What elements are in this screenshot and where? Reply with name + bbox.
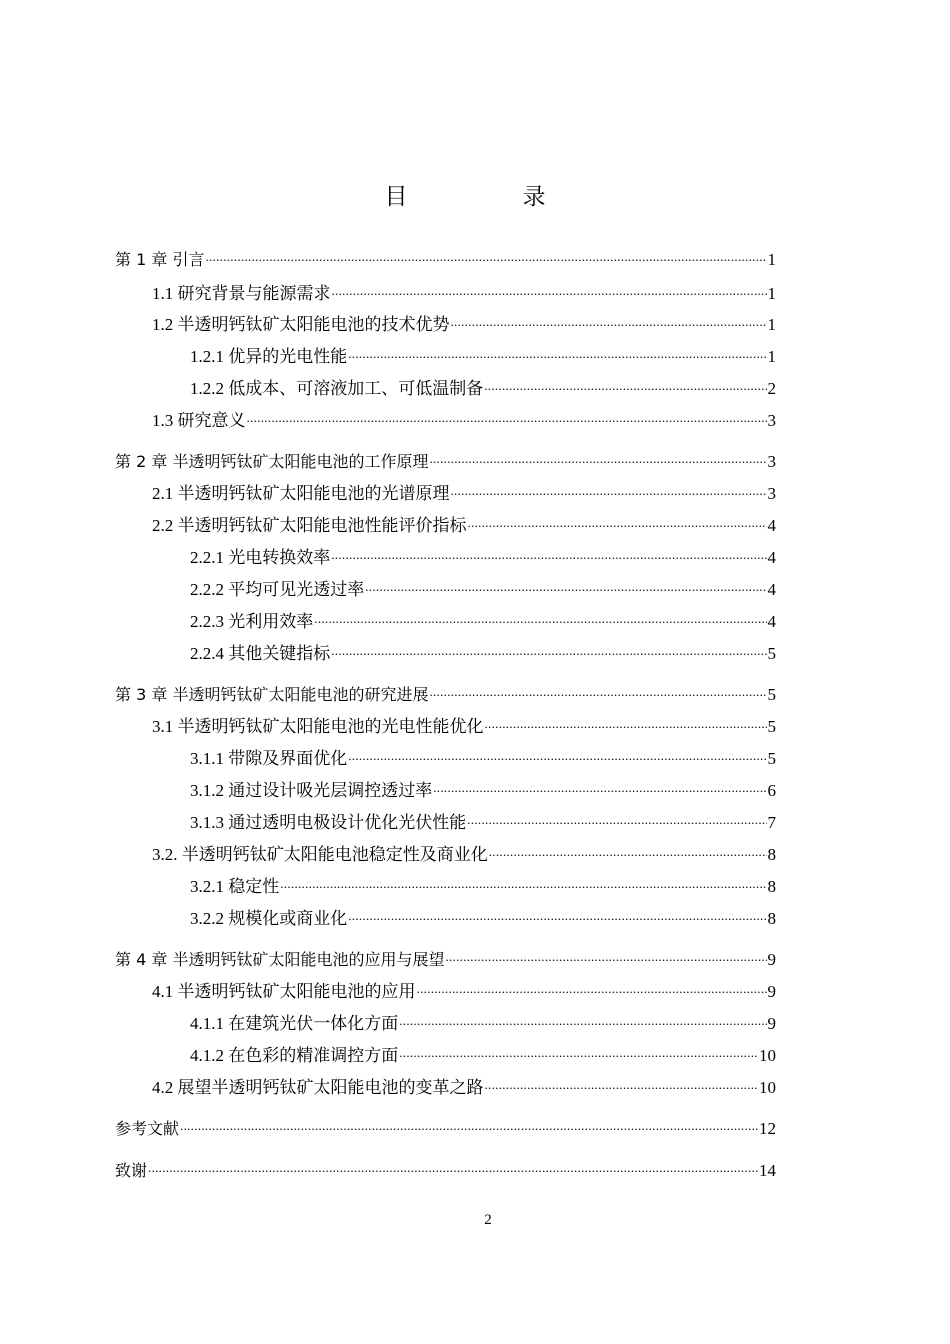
toc-entry-label: 致谢 [115, 1161, 148, 1180]
toc-entry-page-number: 1 [767, 250, 776, 269]
toc-entry-page-number: 8 [767, 845, 776, 864]
toc-dot-leader [205, 246, 766, 268]
toc-entry-label: 1.3 研究意义 [152, 411, 246, 430]
toc-entry-page-number: 5 [767, 685, 776, 704]
toc-dot-leader [433, 777, 766, 799]
toc-entry-label: 3.2.1 稳定性 [190, 877, 280, 896]
toc-chapter-entry[interactable] [115, 1115, 776, 1140]
toc-chapter-entry[interactable] [115, 1157, 776, 1182]
toc-entry[interactable] [190, 608, 776, 633]
toc-entry-page-number: 2 [767, 379, 776, 398]
toc-entry-label: 3.2. 半透明钙钛矿太阳能电池稳定性及商业化 [152, 845, 488, 864]
toc-entry[interactable] [152, 713, 776, 738]
toc-entry-page-number: 3 [767, 484, 776, 503]
toc-entry-page-number: 3 [767, 411, 776, 430]
toc-entry-label: 参考文献 [115, 1119, 180, 1138]
toc-entry-page-number: 1 [767, 347, 776, 366]
toc-entry-label: 4.1.1 在建筑光伏一体化方面 [190, 1014, 399, 1033]
toc-dot-leader [399, 1042, 758, 1064]
toc-dot-leader [399, 1010, 766, 1032]
toc-dot-leader [280, 873, 766, 895]
toc-dot-leader [445, 946, 766, 968]
toc-entry-page-number: 8 [767, 877, 776, 896]
toc-entry-label: 4.1 半透明钙钛矿太阳能电池的应用 [152, 982, 416, 1001]
toc-chapter-entry[interactable] [115, 946, 776, 971]
toc-dot-leader [485, 1074, 759, 1096]
toc-entry-page-number: 1 [767, 284, 776, 303]
toc-entry-page-number: 4 [767, 612, 776, 631]
toc-entry-page-number: 9 [767, 950, 776, 969]
toc-chapter-entry[interactable] [115, 681, 776, 706]
toc-dot-leader [247, 407, 767, 429]
toc-entry[interactable] [152, 841, 776, 866]
toc-entry-page-number: 6 [767, 781, 776, 800]
toc-entry-label: 2.2.3 光利用效率 [190, 612, 314, 631]
toc-entry-page-number: 10 [759, 1046, 776, 1065]
toc-entry-page-number: 9 [767, 982, 776, 1001]
toc-entry-page-number: 4 [767, 548, 776, 567]
toc-entry-label: 第 3 章 半透明钙钛矿太阳能电池的研究进展 [115, 685, 429, 704]
toc-entry-page-number: 10 [759, 1078, 776, 1097]
toc-entry-label: 3.2.2 规模化或商业化 [190, 909, 348, 928]
toc-entry-label: 1.1 研究背景与能源需求 [152, 284, 331, 303]
toc-entry[interactable] [190, 576, 776, 601]
toc-entry-label: 1.2 半透明钙钛矿太阳能电池的技术优势 [152, 315, 450, 334]
toc-dot-leader [451, 480, 767, 502]
toc-entry-page-number: 5 [767, 749, 776, 768]
toc-dot-leader [417, 978, 767, 1000]
toc-entry-label: 3.1.1 带隙及界面优化 [190, 749, 348, 768]
toc-entry-label: 1.2.1 优异的光电性能 [190, 347, 348, 366]
toc-entry[interactable] [152, 978, 776, 1003]
toc-entry[interactable] [190, 809, 776, 834]
toc-entry[interactable] [190, 777, 776, 802]
toc-entry[interactable] [152, 280, 776, 305]
toc-dot-leader [348, 905, 766, 927]
toc-dot-leader [148, 1157, 758, 1179]
toc-entry[interactable] [190, 905, 776, 930]
toc-entry-label: 4.2 展望半透明钙钛矿太阳能电池的变革之路 [152, 1078, 484, 1097]
toc-entry-label: 3.1.2 通过设计吸光层调控透过率 [190, 781, 433, 800]
toc-entry-page-number: 1 [767, 315, 776, 334]
toc-dot-leader [468, 512, 767, 534]
toc-entry-label: 3.1.3 通过透明电极设计优化光伏性能 [190, 813, 467, 832]
toc-entry[interactable] [190, 745, 776, 770]
toc-dot-leader [331, 544, 766, 566]
toc-dot-leader [429, 448, 766, 470]
toc-entry-page-number: 9 [767, 1014, 776, 1033]
toc-entry-page-number: 12 [759, 1119, 776, 1138]
toc-entry-page-number: 5 [767, 644, 776, 663]
toc-dot-leader [484, 375, 766, 397]
toc-entry-label: 3.1 半透明钙钛矿太阳能电池的光电性能优化 [152, 717, 484, 736]
toc-entry[interactable] [152, 1074, 776, 1099]
toc-entry[interactable] [190, 873, 776, 898]
toc-entry-label: 4.1.2 在色彩的精准调控方面 [190, 1046, 399, 1065]
toc-entry-page-number: 7 [767, 813, 776, 832]
toc-entry[interactable] [190, 544, 776, 569]
toc-entry[interactable] [190, 1042, 776, 1067]
toc-dot-leader [314, 608, 766, 630]
toc-entry-page-number: 8 [767, 909, 776, 928]
toc-dot-leader [331, 640, 766, 662]
toc-entry[interactable] [190, 375, 776, 400]
page-number: 2 [484, 1212, 492, 1228]
toc-dot-leader [348, 343, 766, 365]
toc-dot-leader [429, 681, 766, 703]
toc-entry-label: 2.1 半透明钙钛矿太阳能电池的光谱原理 [152, 484, 450, 503]
toc-entry-label: 第 1 章 引言 [115, 250, 205, 269]
toc-entry-page-number: 3 [767, 452, 776, 471]
toc-dot-leader [485, 713, 767, 735]
toc-entry-label: 第 2 章 半透明钙钛矿太阳能电池的工作原理 [115, 452, 429, 471]
toc-entry-label: 2.2.1 光电转换效率 [190, 548, 331, 567]
toc-dot-leader [365, 576, 766, 598]
toc-dot-leader [467, 809, 766, 831]
toc-dot-leader [332, 280, 767, 302]
toc-chapter-entry[interactable] [115, 448, 776, 473]
toc-entry-label: 第 4 章 半透明钙钛矿太阳能电池的应用与展望 [115, 950, 445, 969]
toc-entry[interactable] [152, 407, 776, 432]
toc-entry-page-number: 4 [767, 580, 776, 599]
page-title: 目 录 [384, 184, 592, 210]
toc-entry[interactable] [152, 311, 776, 336]
toc-entry-page-number: 4 [767, 516, 776, 535]
toc-chapter-entry[interactable] [115, 246, 776, 271]
toc-entry-page-number: 14 [759, 1161, 776, 1180]
toc-entry-page-number: 5 [767, 717, 776, 736]
toc-entry-label: 2.2.4 其他关键指标 [190, 644, 331, 663]
toc-entry[interactable] [190, 343, 776, 368]
toc-entry-label: 2.2 半透明钙钛矿太阳能电池性能评价指标 [152, 516, 467, 535]
toc-entry[interactable] [152, 480, 776, 505]
toc-entry[interactable] [190, 640, 776, 665]
toc-entry[interactable] [152, 512, 776, 537]
toc-entry-label: 1.2.2 低成本、可溶液加工、可低温制备 [190, 379, 484, 398]
toc-dot-leader [180, 1115, 758, 1137]
toc-entry[interactable] [190, 1010, 776, 1035]
toc-entry-label: 2.2.2 平均可见光透过率 [190, 580, 365, 599]
toc-dot-leader [451, 311, 767, 333]
toc-dot-leader [489, 841, 767, 863]
toc-dot-leader [348, 745, 766, 767]
